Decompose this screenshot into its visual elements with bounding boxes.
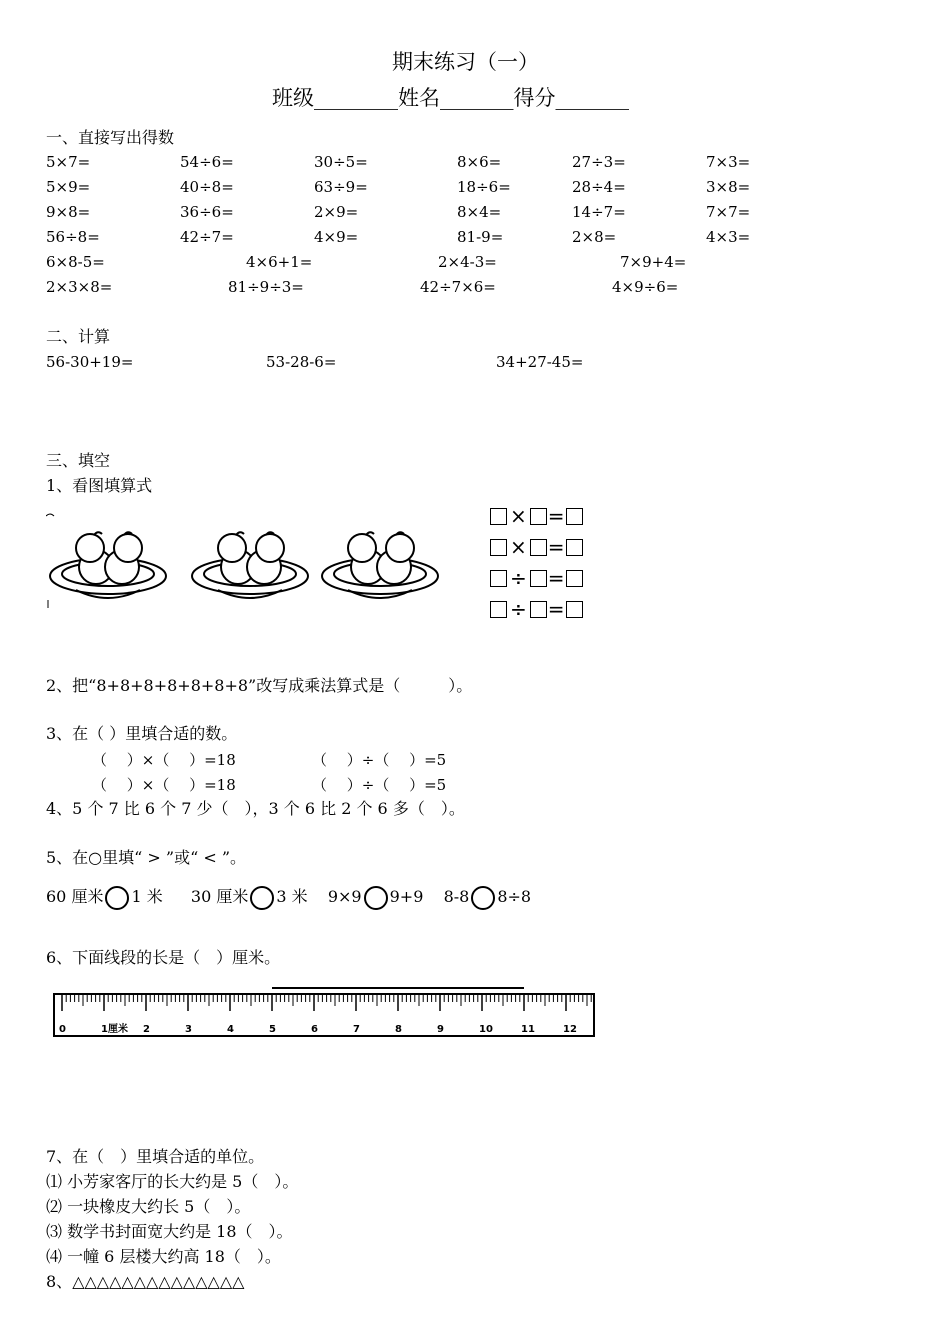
ruler-number: 2 [143,1024,150,1035]
compare-right: 1 米 [131,887,163,906]
mental-math-item: 7×3= [706,153,751,171]
mental-math-item: 56÷8= [46,228,100,246]
answer-box[interactable] [530,570,547,587]
mental-math-item: 30÷5= [314,153,368,171]
equals-sign: = [547,597,565,621]
box-equation-row [490,599,583,619]
ruler-number: 10 [479,1024,493,1035]
ruler-number: 4 [227,1024,234,1035]
ruler-number: 12 [563,1024,577,1035]
mental-math-item: 8×4= [457,203,502,221]
ruler-number: 7 [353,1024,360,1035]
ruler-number: 1厘米 [101,1024,128,1035]
page-title: 期末练习（一） [392,50,539,74]
box-equation-row [490,506,583,526]
mental-math-item: 7×7= [706,203,751,221]
compare-circle[interactable] [250,886,274,910]
q6-label: 6、下面线段的长是（ ）厘米。 [46,948,281,967]
mental-math-item: 2×4-3= [438,253,497,271]
q2-text: 2、把“8+8+8+8+8+8+8”改写成乘法算式是（ ）。 [46,676,473,695]
q7-item: ⑷ 一幢 6 层楼大约高 18（ ）。 [46,1247,281,1266]
mental-math-item: 3×8= [706,178,751,196]
mental-math-item: 27÷3= [572,153,626,171]
ruler-number: 9 [437,1024,444,1035]
q3-label: 3、在（ ）里填合适的数。 [46,724,238,743]
calc-item: 56-30+19= [46,353,134,371]
mental-math-item: 2×9= [314,203,359,221]
answer-box[interactable] [490,570,507,587]
answer-box[interactable] [566,539,583,556]
q7-item: ⑶ 数学书封面宽大约是 18（ ）。 [46,1222,293,1241]
mental-math-item: 2×3×8= [46,278,113,296]
mental-math-item: 4×6+1= [246,253,313,271]
q7-item: ⑵ 一块橡皮大约长 5（ ）。 [46,1197,251,1216]
ruler-number: 5 [269,1024,276,1035]
ruler-number: 8 [395,1024,402,1035]
section1-heading: 一、直接写出得数 [46,128,175,147]
ruler-number: 3 [185,1024,192,1035]
mental-math-item: 2×8= [572,228,617,246]
q8-row [46,1272,244,1292]
box-equation-row [490,568,583,588]
mental-math-item: 28÷4= [572,178,626,196]
q3-blank-eq: （ ）÷（ ）=5 [312,776,447,794]
answer-box[interactable] [530,508,547,525]
q8-label: 8、 [46,1272,73,1291]
triangles: △△△△△△△△△△△△△△ [72,1272,245,1291]
mental-math-item: 54÷6= [180,153,234,171]
compare-right: 9+9 [389,887,424,906]
q3-blank-eq: （ ）×（ ）=18 [92,751,236,769]
calc-item: 34+27-45= [496,353,584,371]
compare-row [46,884,531,910]
operator-sign: ÷ [510,597,527,621]
mental-math-item: 6×8-5= [46,253,105,271]
calc-item: 53-28-6= [266,353,337,371]
compare-left: 9×9 [327,887,362,906]
ruler [50,980,600,1042]
student-info-line: 班级________姓名_______得分_______ [272,86,629,110]
operator-sign: ÷ [510,566,527,590]
mental-math-item: 4×9÷6= [612,278,679,296]
compare-circle[interactable] [364,886,388,910]
equals-sign: = [547,504,565,528]
section2-heading: 二、计算 [46,327,111,346]
compare-right: 8÷8 [497,887,532,906]
mental-math-item: 40÷8= [180,178,234,196]
q1-label: 1、看图填算式 [46,476,153,495]
mental-math-item: 42÷7= [180,228,234,246]
answer-box[interactable] [490,539,507,556]
answer-box[interactable] [490,601,507,618]
answer-box[interactable] [530,601,547,618]
compare-left: 30 厘米 [190,887,249,906]
mental-math-item: 42÷7×6= [420,278,496,296]
mental-math-item: 81÷9÷3= [228,278,304,296]
compare-circle[interactable] [105,886,129,910]
answer-box[interactable] [566,601,583,618]
mental-math-item: 4×9= [314,228,359,246]
ruler-number: 6 [311,1024,318,1035]
q3-blank-eq: （ ）÷（ ）=5 [312,751,447,769]
box-equation-row [490,537,583,557]
mental-math-item: 63÷9= [314,178,368,196]
mental-math-item: 36÷6= [180,203,234,221]
mental-math-item: 5×7= [46,153,91,171]
mental-math-item: 9×8= [46,203,91,221]
mental-math-item: 18÷6= [457,178,511,196]
mental-math-item: 5×9= [46,178,91,196]
bowls-of-peaches-illustration [46,510,446,610]
mental-math-item: 8×6= [457,153,502,171]
answer-box[interactable] [490,508,507,525]
q7-label: 7、在（ ）里填合适的单位。 [46,1147,265,1166]
ruler-number: 0 [59,1024,66,1035]
q3-blank-eq: （ ）×（ ）=18 [92,776,236,794]
operator-sign: × [510,504,527,528]
mental-math-item: 7×9+4= [620,253,687,271]
compare-left: 8-8 [443,887,470,906]
ruler-number: 11 [521,1024,535,1035]
mental-math-item: 4×3= [706,228,751,246]
q4-text: 4、5 个 7 比 6 个 7 少（ ），3 个 6 比 2 个 6 多（ ）。 [46,799,465,818]
compare-right: 3 米 [276,887,308,906]
equals-sign: = [547,535,565,559]
mental-math-item: 14÷7= [572,203,626,221]
section3-heading: 三、填空 [46,451,111,470]
answer-box[interactable] [530,539,547,556]
compare-circle[interactable] [471,886,495,910]
q5-label: 5、在○里填“ > ”或“ < ”。 [46,848,247,867]
mental-math-item: 81-9= [457,228,504,246]
operator-sign: × [510,535,527,559]
answer-box[interactable] [566,570,583,587]
q7-item: ⑴ 小芳家客厅的长大约是 5（ ）。 [46,1172,299,1191]
equals-sign: = [547,566,565,590]
answer-box[interactable] [566,508,583,525]
compare-left: 60 厘米 [46,887,104,906]
